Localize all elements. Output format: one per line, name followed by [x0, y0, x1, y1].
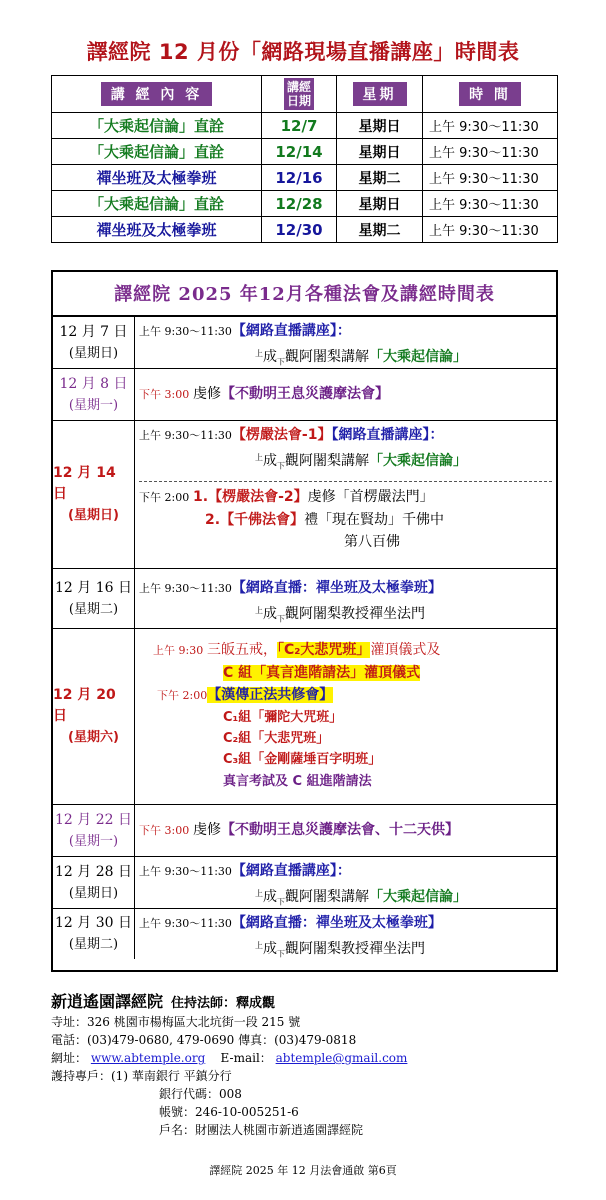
event-time-pm: 下午 2:00	[139, 491, 190, 505]
row-date: 12 月 20 日	[53, 687, 116, 724]
group-item: C₁組「彌陀大咒班」	[223, 710, 343, 725]
speaker-name-a: 成	[263, 889, 277, 905]
row-day: 星期日	[337, 139, 423, 165]
row-content: 禪坐班及太極拳班	[52, 165, 262, 191]
schedule-title: 譯經院 2025 年12月各種法會及講經時間表	[53, 272, 556, 317]
row-content-cell	[135, 909, 556, 959]
header-content	[52, 76, 262, 113]
event-text: 真言考試及 C 組進階請法	[223, 774, 372, 789]
page-footer: 譯經院 2025 年 12 月法會通啟 第6頁	[209, 1164, 397, 1177]
web-label: 網址：	[51, 1051, 88, 1065]
row-weekday: (星期一)	[68, 833, 119, 849]
speaker-name-b: 觀阿闍梨講解	[285, 453, 369, 469]
header-date	[262, 76, 337, 113]
event-title: 【不動明王息災護摩法會、十二天供】	[221, 822, 460, 838]
row-date: 12/14	[262, 139, 337, 165]
schedule-row-dec8	[53, 369, 556, 421]
schedule-row-dec22	[53, 805, 556, 857]
phone: 電話：(03)479-0680, 479-0690 傳真：(03)479-0818	[51, 1033, 357, 1047]
row-date-cell	[53, 629, 135, 804]
schedule-row-dec16	[53, 569, 556, 629]
speaker-sub: 下	[277, 614, 285, 624]
row-content: 「大乘起信論」直詮	[52, 113, 262, 139]
row-date: 12/28	[262, 191, 337, 217]
account-name: 戶名：財團法人桃園市新逍遙園譯經院	[159, 1123, 364, 1137]
org-name: 新逍遙園譯經院	[51, 992, 164, 1011]
row-date: 12/7	[262, 113, 337, 139]
speaker-sub: 下	[277, 897, 285, 907]
abbot-name: 住持法師：釋成觀	[171, 996, 276, 1011]
schedule-row-dec7	[53, 317, 556, 369]
header-date-line1: 講經	[286, 80, 311, 94]
event-title: 【網路直播講座】：	[231, 323, 351, 339]
event-time: 上午 9:30～11:30	[139, 325, 232, 338]
item-number: 1.	[193, 489, 209, 506]
event-time: 上午 9:30～11:30	[139, 429, 232, 442]
event-text: 灌頂儀式及	[370, 642, 441, 658]
email-label: E-mail：	[220, 1051, 272, 1065]
header-date-line2: 日期	[286, 94, 311, 108]
event-title-highlight: 「C₂大悲咒班」	[277, 642, 371, 658]
email-link[interactable]: abtemple@gmail.com	[275, 1051, 408, 1065]
group-item: C₂組「大悲咒班」	[223, 731, 330, 746]
speaker-name-a: 成	[263, 606, 277, 622]
event-topic: 「大乘起信論」	[369, 889, 467, 905]
event-title-a: 【楞嚴法會-1】	[231, 427, 332, 443]
row-content: 禪坐班及太極拳班	[52, 217, 262, 243]
speaker-name-b: 觀阿闍梨講解	[285, 349, 369, 365]
row-day: 星期日	[337, 191, 423, 217]
row-date-cell	[53, 421, 135, 568]
schedule-row-dec14	[53, 421, 556, 569]
row-time: 上午 9:30～11:30	[423, 113, 558, 139]
speaker-sup: 上	[255, 889, 263, 898]
event-title: 【網路直播講座】：	[231, 863, 351, 879]
event-topic: 「大乘起信論」	[369, 349, 467, 365]
row-weekday: (星期日)	[68, 345, 119, 361]
table-row	[52, 217, 558, 243]
footer-contact	[51, 993, 561, 1139]
event-text: 三皈五戒，	[207, 642, 278, 658]
account-label: 護持專戶：(1) 華南銀行 平鎮分行	[51, 1069, 232, 1083]
schedule-row-dec20	[53, 629, 556, 805]
bank-code: 銀行代碼：008	[159, 1087, 242, 1101]
account-number: 帳號：246-10-005251-6	[159, 1105, 299, 1119]
header-time	[423, 76, 558, 113]
table-row	[52, 139, 558, 165]
row-date: 12 月 14 日	[53, 465, 116, 502]
event-title-highlight: C 組「真言進階請法」灌頂儀式	[223, 665, 421, 681]
schedule-row-dec28	[53, 857, 556, 909]
row-weekday: (星期二)	[68, 601, 119, 617]
row-date-cell	[53, 857, 135, 908]
event-title-b: 【網路直播講座】：	[331, 427, 444, 443]
event-topic: 「大乘起信論」	[369, 453, 467, 469]
speaker-name-b: 觀阿闍梨講解	[285, 889, 369, 905]
speaker-name-a: 成	[263, 349, 277, 365]
web-line	[51, 1049, 561, 1067]
row-date-cell	[53, 369, 135, 420]
speaker-sub: 下	[277, 949, 285, 959]
event-time: 下午 3:00	[139, 388, 190, 401]
header-content-label: 講 經 內 容	[101, 82, 213, 106]
ceremony-schedule-table	[51, 270, 558, 972]
row-day: 星期二	[337, 165, 423, 191]
row-day: 星期二	[337, 217, 423, 243]
speaker-sup: 上	[255, 453, 263, 462]
speaker-name-a: 成	[263, 453, 277, 469]
header-day-label: 星期	[353, 82, 407, 106]
speaker-name-b: 觀阿闍梨教授禪坐法門	[285, 606, 425, 622]
event-title: 【不動明王息災護摩法會】	[221, 386, 390, 402]
table-row	[52, 113, 558, 139]
event-title-c: 【楞嚴法會-2】	[208, 489, 308, 506]
table-header-row	[52, 76, 558, 113]
row-content-cell	[135, 805, 556, 856]
event-time-pm: 下午 2:00	[157, 689, 208, 702]
live-broadcast-table	[51, 75, 558, 243]
event-verb: 虔修	[193, 386, 222, 402]
row-date: 12/30	[262, 217, 337, 243]
event-title-d: 【千佛法會】	[220, 512, 305, 529]
row-content-cell	[135, 629, 556, 804]
row-content: 「大乘起信論」直詮	[52, 139, 262, 165]
speaker-name-b: 觀阿闍梨教授禪坐法門	[285, 941, 425, 957]
speaker-sup: 上	[255, 606, 263, 615]
page-title: 譯經院 12 月份「網路現場直播講座」時間表	[86, 40, 520, 64]
row-day: 星期日	[337, 113, 423, 139]
speaker-name-a: 成	[263, 941, 277, 957]
row-date: 12 月 8 日	[59, 375, 128, 392]
row-content: 「大乘起信論」直詮	[52, 191, 262, 217]
header-time-label: 時 間	[459, 82, 521, 106]
event-text: 虔修「首楞嚴法門」	[307, 489, 434, 506]
event-time: 上午 9:30～11:30	[139, 917, 232, 930]
event-title-highlight: 【漢傳正法共修會】	[207, 687, 334, 703]
speaker-sup: 上	[255, 941, 263, 950]
group-item: C₃組「金剛薩埵百字明班」	[223, 752, 382, 767]
row-content-cell	[135, 857, 556, 908]
row-date: 12 月 16 日	[55, 579, 132, 596]
event-time: 上午 9:30～11:30	[139, 865, 232, 878]
speaker-sub: 下	[277, 357, 285, 367]
row-content-cell	[135, 317, 556, 368]
row-date: 12/16	[262, 165, 337, 191]
event-title: 【網路直播：禪坐班及太極拳班】	[231, 915, 442, 931]
dashed-divider	[139, 481, 552, 482]
row-content-cell	[135, 569, 556, 628]
event-time-am: 上午 9:30	[153, 644, 204, 657]
row-date: 12 月 7 日	[59, 323, 128, 340]
row-date-cell	[53, 909, 135, 959]
row-content-cell	[135, 421, 556, 568]
row-time: 上午 9:30～11:30	[423, 139, 558, 165]
row-date: 12 月 30 日	[55, 915, 132, 931]
event-time: 上午 9:30～11:30	[139, 582, 232, 595]
table-row	[52, 165, 558, 191]
row-date: 12 月 28 日	[55, 863, 132, 880]
schedule-row-dec30	[53, 909, 556, 959]
table-row	[52, 191, 558, 217]
row-date: 12 月 22 日	[55, 811, 132, 828]
row-time: 上午 9:30～11:30	[423, 217, 558, 243]
row-weekday: (星期日)	[68, 885, 119, 901]
row-time: 上午 9:30～11:30	[423, 191, 558, 217]
header-date-label	[284, 78, 314, 110]
event-verb: 虔修	[193, 822, 222, 838]
address: 寺址：326 桃園市楊梅區大北坑街一段 215 號	[51, 1015, 301, 1029]
event-title: 【網路直播：禪坐班及太極拳班】	[231, 580, 442, 596]
row-weekday: (星期一)	[68, 397, 119, 413]
item-number: 2.	[205, 512, 221, 529]
event-text: 第八百佛	[344, 534, 400, 551]
row-date-cell	[53, 805, 135, 856]
row-weekday: (星期六)	[68, 730, 119, 745]
event-time: 下午 3:00	[139, 824, 190, 837]
website-link[interactable]: www.abtemple.org	[90, 1051, 206, 1065]
speaker-sub: 下	[277, 461, 285, 471]
row-time: 上午 9:30～11:30	[423, 165, 558, 191]
header-day	[337, 76, 423, 113]
row-content-cell	[135, 369, 556, 420]
row-date-cell	[53, 317, 135, 368]
row-weekday: (星期日)	[68, 508, 119, 523]
event-text: 禮「現在賢劫」千佛中	[304, 512, 445, 529]
row-date-cell	[53, 569, 135, 628]
speaker-sup: 上	[255, 349, 263, 358]
row-weekday: (星期二)	[68, 937, 119, 952]
